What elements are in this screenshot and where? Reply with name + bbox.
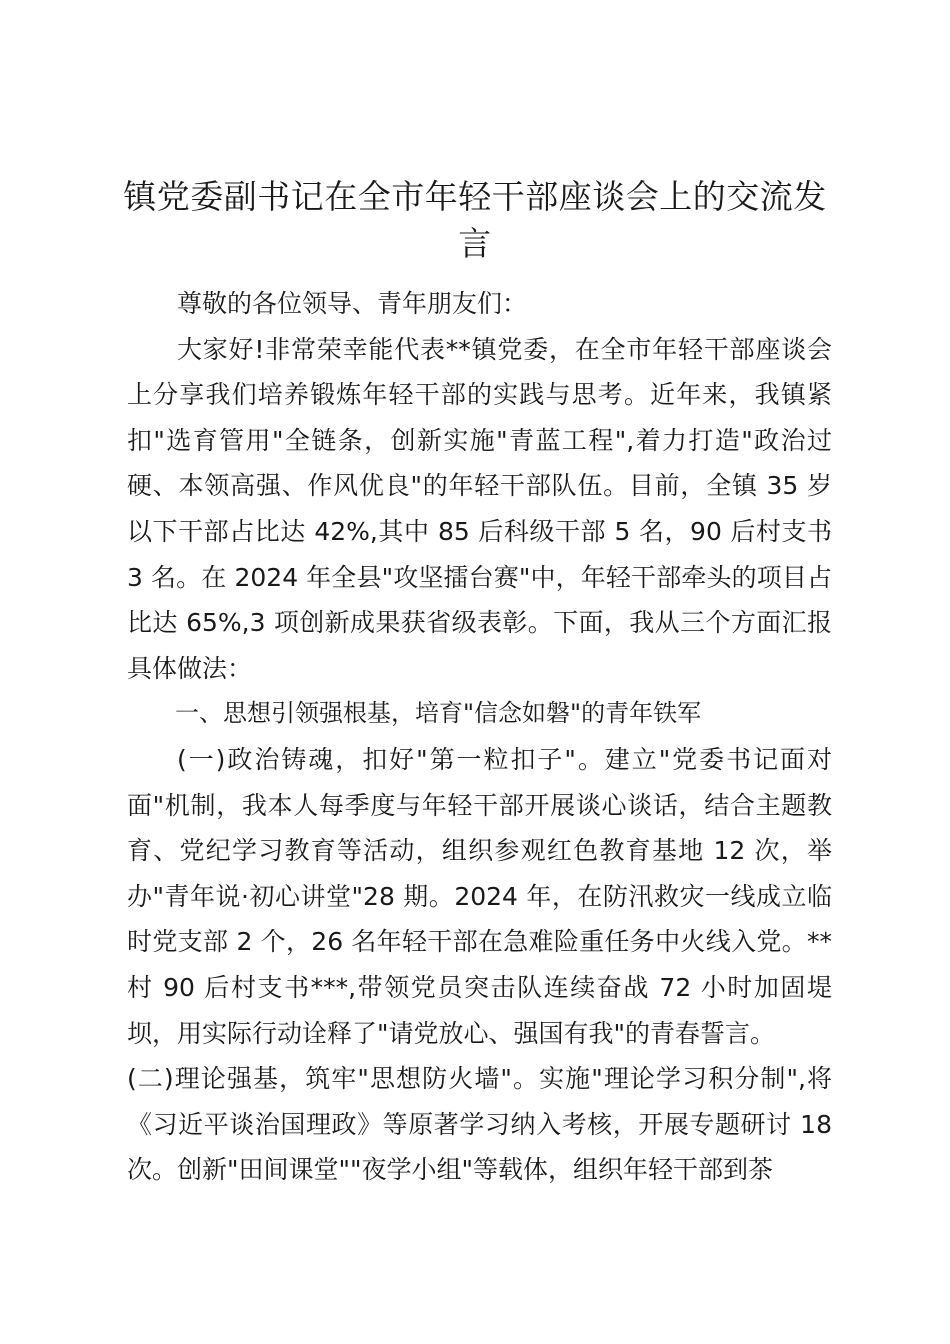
salutation-paragraph: 尊敬的各位领导、青年朋友们： (177, 289, 528, 318)
document-body (127, 281, 832, 1193)
opening-paragraph: 大家好!非常荣幸能代表**镇党委，在全市年轻干部座谈会上分享我们培养锻炼年轻干部的实践与思考。近年来，我镇紧扣"选育管用"全链条，创新实施"青蓝工程",着力打造"政治过硬、本领高强、作风优良"的年轻干部队伍。目前，全镇 35 岁以下干部占比达 42%,其中 85 后科级干部 5 名，90 后村支书 3 名。在 2024 年全县"攻坚擂台赛"中，年轻干部牵头的项目占比达 65%,3 项创新成果获省级表彰。下面，我从三个方面汇报具体做法： (127, 334, 832, 683)
subsection-paragraph-2: (二)理论强基，筑牢"思想防火墙"。实施"理论学习积分制",将《习近平谈治国理政》等原著学习纳入考核，开展专题研讨 18 次。创新"田间课堂""夜学小组"等载体，组织年轻干部到茶 (127, 1064, 832, 1185)
section-heading-1: 一、思想引领强根基，培育"信念如磐"的青年铁军 (175, 699, 702, 728)
subsection-paragraph-1: (一)政治铸魂，扣好"第一粒扣子"。建立"党委书记面对面"机制，我本人每季度与年轻干部开展谈心谈话，结合主题教育、党纪学习教育等活动，组织参观红色教育基地 12 次，举办"青年说·初心讲堂"28 期。2024 年，在防汛救灾一线成立临时党支部 2 个，26 名年轻干部在急难险重任务中火线入党。**村 90 后村支书***,带领党员突击队连续奋战 72 小时加固堤坝，用实际行动诠释了"请党放心、强国有我"的青春誓言。 (127, 744, 832, 1048)
document-title: 镇党委副书记在全市年轻干部座谈会上的交流发言 (123, 177, 827, 263)
